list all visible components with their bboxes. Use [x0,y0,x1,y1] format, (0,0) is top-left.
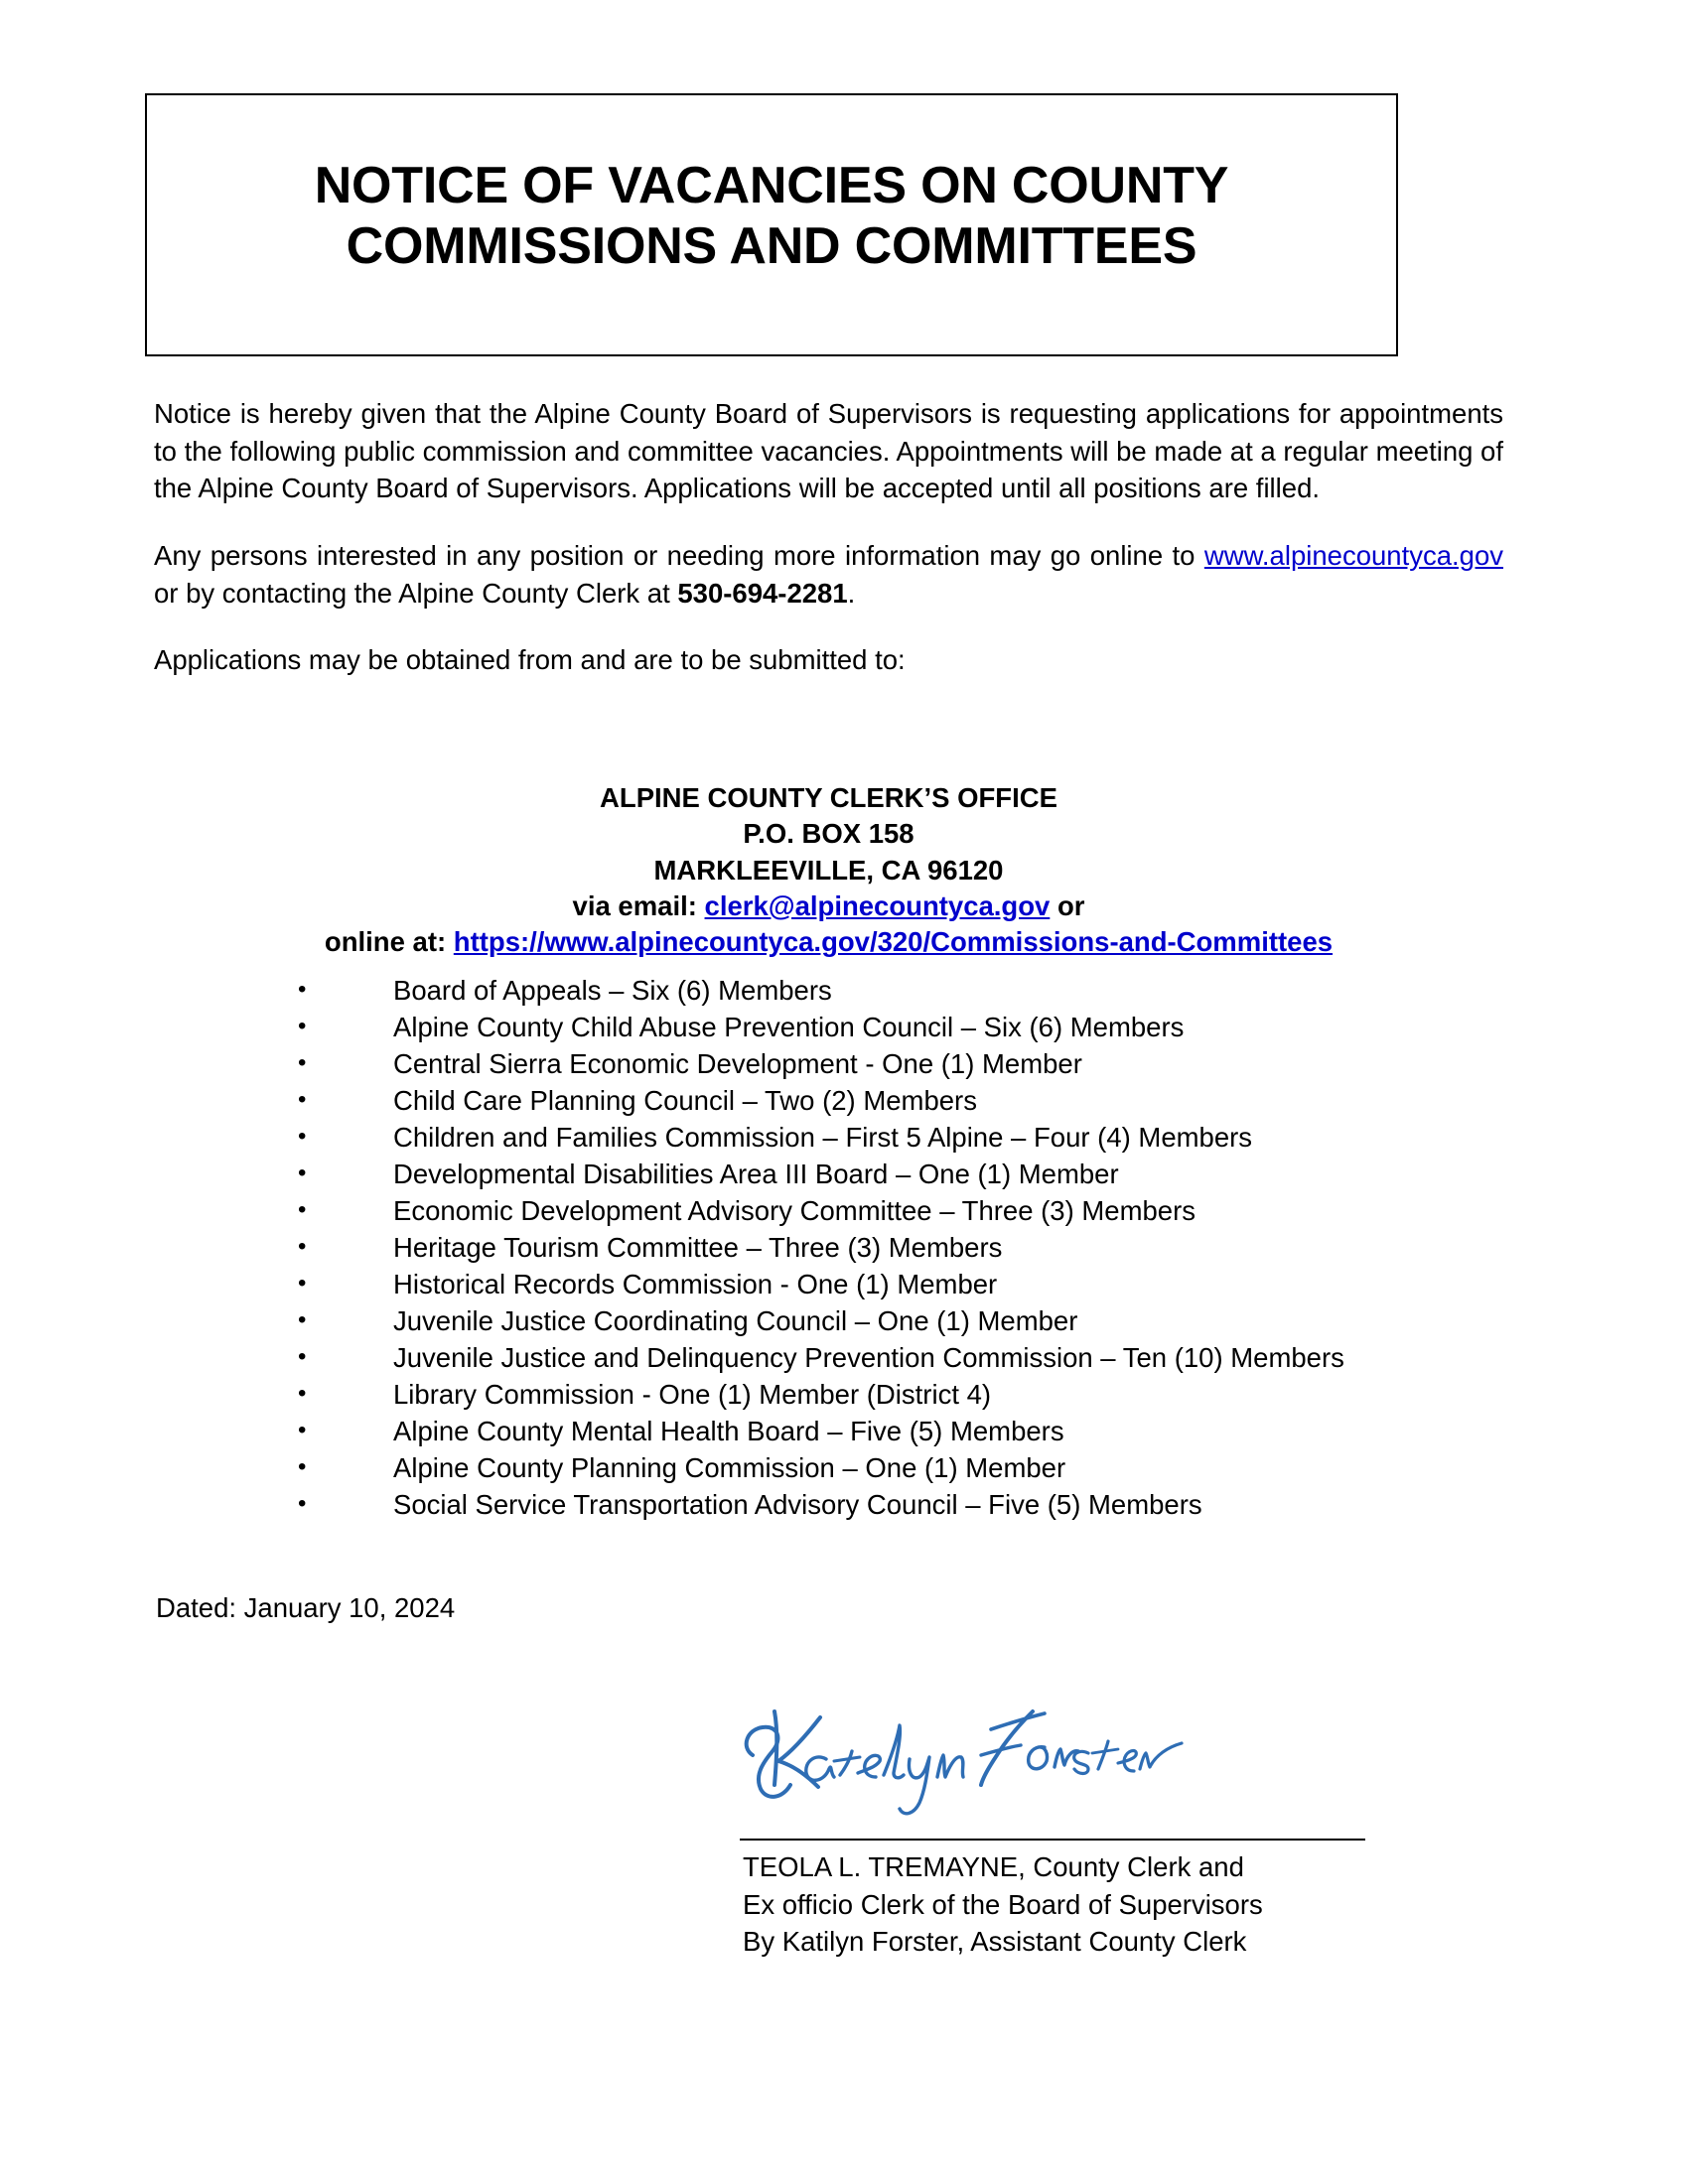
list-item-label: Board of Appeals – Six (6) Members [393,975,832,1006]
list-item [298,1083,1519,1120]
title-box [145,93,1398,356]
submit-to-paragraph: Applications may be obtained from and are to be submitted to: [154,644,906,676]
signature-block [743,1848,1477,1961]
bullet-icon: • [298,1305,307,1333]
list-item [298,1340,1519,1377]
bullet-icon: • [298,976,307,1003]
bullet-icon: • [298,1159,307,1186]
list-item-label: Developmental Disabilities Area III Board – One (1) Member [393,1158,1119,1189]
list-item [298,1377,1519,1414]
list-item [298,1046,1519,1083]
contact-prefix-text: Any persons interested in any position or needing more information may go online to [154,540,1204,572]
signature-by-line: By Katilyn Forster, Assistant County Clerk [743,1926,1247,1958]
signature-role: Ex officio Clerk of the Board of Supervisors [743,1888,1263,1920]
list-item [298,1010,1519,1046]
list-item-label: Alpine County Mental Health Board – Five (5) Members [393,1415,1064,1446]
bullet-icon: • [298,1085,307,1113]
list-item [298,1157,1519,1193]
bullet-icon: • [298,1012,307,1039]
list-item-label: Alpine County Planning Commission – One (1) Member [393,1451,1066,1483]
office-name: ALPINE COUNTY CLERK’S OFFICE [600,782,1057,813]
contact-middle-text: or by contacting the Alpine County Clerk at [154,577,678,609]
dated-line: Dated: January 10, 2024 [156,1592,456,1623]
list-item [298,1193,1519,1230]
signature-name-title: TEOLA L. TREMAYNE, County Clerk and [743,1851,1244,1882]
contact-paragraph [154,537,1503,612]
bullet-icon: • [298,1452,307,1480]
list-item [298,1487,1519,1524]
page-title [287,156,1257,276]
signature-rule [740,1839,1365,1841]
bullet-icon: • [298,1489,307,1517]
list-item-label: Juvenile Justice Coordinating Council – One (1) Member [393,1304,1078,1336]
bullet-icon: • [298,1195,307,1223]
bullet-icon: • [298,1342,307,1370]
contact-suffix-text: . [847,577,856,609]
list-item [298,1414,1519,1450]
list-item [298,1230,1519,1267]
email-line [154,888,1503,924]
bullet-icon: • [298,1048,307,1076]
bullet-icon: • [298,1416,307,1443]
commissions-committees-link[interactable]: https://www.alpinecountyca.gov/320/Commissions-and-Committees [453,926,1334,958]
po-box: P.O. BOX 158 [743,818,914,850]
list-item-label: Social Service Transportation Advisory Council – Five (5) Members [393,1488,1202,1520]
alpinecountyca-website-link[interactable]: www.alpinecountyca.gov [1203,540,1503,572]
clerk-phone-number: 530-694-2281 [677,577,848,609]
list-item-label: Economic Development Advisory Committee – Three (3) Members [393,1194,1196,1226]
title-line-1: NOTICE OF VACANCIES ON COUNTY [314,157,1229,215]
clerk-email-link[interactable]: clerk@alpinecountyca.gov [704,889,1051,921]
body-copy [154,395,1503,679]
list-item-label: Child Care Planning Council – Two (2) Members [393,1084,977,1116]
vacancy-list [298,973,1519,1524]
list-item [298,1303,1519,1340]
list-item [298,1267,1519,1303]
list-item-label: Alpine County Child Abuse Prevention Council – Six (6) Members [393,1011,1185,1042]
list-item [298,1450,1519,1487]
city-state-zip: MARKLEEVILLE, CA 96120 [653,854,1004,886]
list-item-label: Children and Families Commission – First 5 Alpine – Four (4) Members [393,1121,1253,1153]
intro-paragraph: Notice is hereby given that the Alpine County Board of Supervisors is requesting applications for appointments to the following public commission and committee vacancies. Appointments will be made at a regular meeting of the Alpine County Board of Supervisors. Applications will be accepted until all positions are filled. [154,398,1503,504]
bullet-icon: • [298,1122,307,1150]
bullet-icon: • [298,1379,307,1407]
list-item-label: Juvenile Justice and Delinquency Prevention Commission – Ten (10) Members [393,1341,1344,1373]
bullet-icon: • [298,1232,307,1260]
email-label: via email: [572,889,705,921]
online-line [154,924,1503,960]
list-item-label: Central Sierra Economic Development - One (1) Member [393,1047,1082,1079]
list-item-label: Heritage Tourism Committee – Three (3) Members [393,1231,1003,1263]
clerk-address-block [154,780,1503,960]
email-suffix: or [1050,889,1085,921]
online-label: online at: [324,926,454,958]
bullet-icon: • [298,1269,307,1297]
list-item-label: Historical Records Commission - One (1) Member [393,1268,998,1299]
list-item-label: Library Commission - One (1) Member (District 4) [393,1378,992,1410]
list-item [298,973,1519,1010]
signature-image [735,1678,1192,1827]
title-line-2: COMMISSIONS AND COMMITTEES [346,216,1197,275]
list-item [298,1120,1519,1157]
